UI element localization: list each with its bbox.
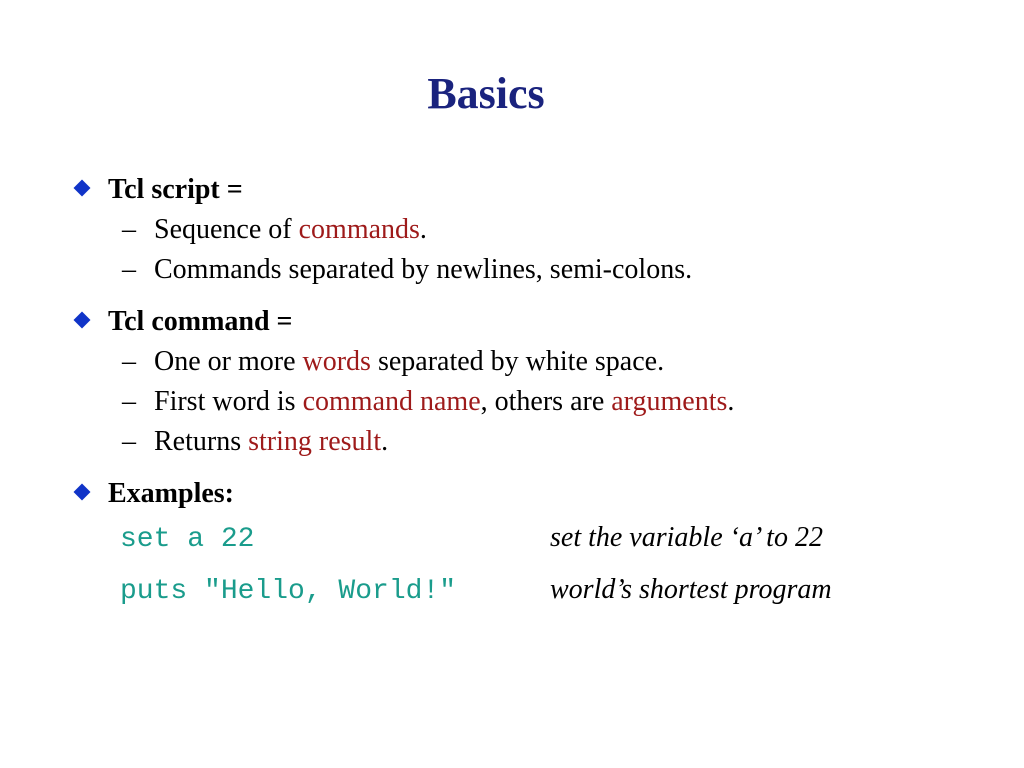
dash-marker: – xyxy=(122,254,136,285)
dash-marker: – xyxy=(122,426,136,457)
diamond-bullet-icon xyxy=(74,180,91,197)
sub-item-text: separated by white space. xyxy=(370,346,665,377)
diamond-bullet-icon xyxy=(74,312,91,329)
example-description: world’s shortest program xyxy=(550,574,832,605)
sub-item-text: . xyxy=(419,214,427,245)
bullet-heading: Tcl script = xyxy=(108,174,243,205)
sub-item xyxy=(108,250,992,290)
sub-item-text: , others are xyxy=(480,386,612,417)
sub-item-text: First word is xyxy=(154,386,303,417)
highlight-term: words xyxy=(302,346,371,377)
sub-item xyxy=(108,422,992,462)
sub-item xyxy=(108,382,992,422)
example-row xyxy=(120,522,992,574)
sub-item xyxy=(108,210,992,250)
highlight-term: command name xyxy=(302,386,481,417)
sub-item-text: One or more xyxy=(154,346,303,377)
bullet-tcl-command xyxy=(72,302,992,462)
example-code: set a 22 xyxy=(120,524,255,555)
example-row xyxy=(120,574,992,626)
diamond-bullet-icon xyxy=(74,484,91,501)
sub-item xyxy=(108,342,992,382)
dash-marker: – xyxy=(122,346,136,377)
example-code: puts "Hello, World!" xyxy=(120,576,457,607)
highlight-term: arguments xyxy=(611,386,728,417)
dash-marker: – xyxy=(122,386,136,417)
dash-marker: – xyxy=(122,214,136,245)
slide-content xyxy=(72,170,992,626)
bullet-heading: Tcl command = xyxy=(108,306,293,337)
example-description: set the variable ‘a’ to 22 xyxy=(550,522,823,553)
bullet-tcl-script xyxy=(72,170,992,290)
sub-item-text: Sequence of xyxy=(154,214,299,245)
sub-item-text: . xyxy=(381,426,389,457)
bullet-examples xyxy=(72,474,992,514)
bullet-heading: Examples: xyxy=(108,478,234,509)
sub-item-text: Commands separated by newlines, semi-colons. xyxy=(154,254,693,285)
slide-title: Basics xyxy=(427,69,545,118)
sub-item-text: Returns xyxy=(154,426,249,457)
sub-item-text: . xyxy=(727,386,735,417)
examples-table xyxy=(120,522,992,626)
highlight-term: string result xyxy=(248,426,382,457)
highlight-term: commands xyxy=(298,214,420,245)
